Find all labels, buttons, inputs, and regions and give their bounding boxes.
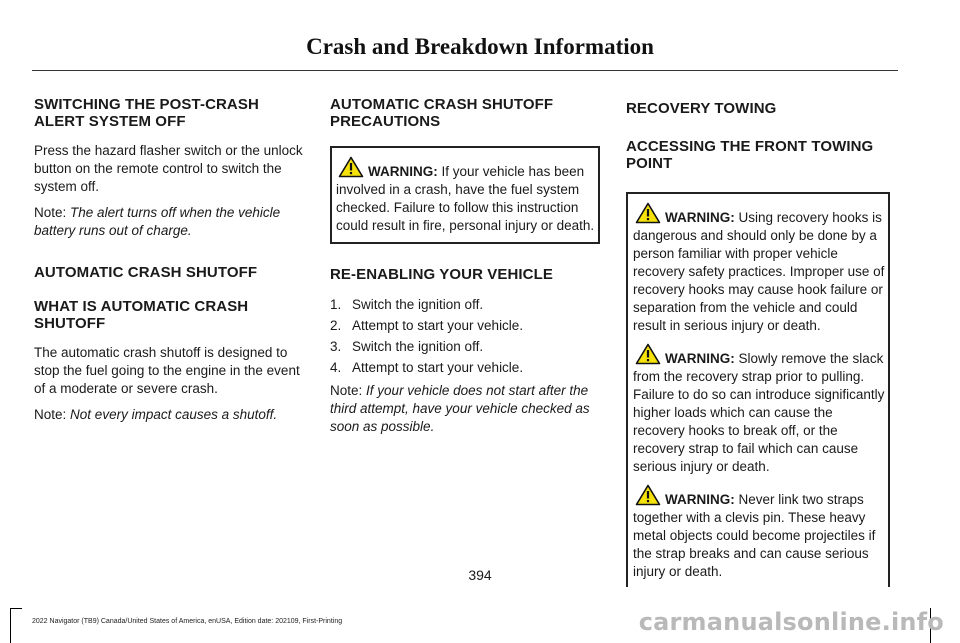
warning-label: WARNING: <box>665 351 735 366</box>
list-item: 1. Switch the ignition off. <box>330 297 484 312</box>
note-text: The alert turns off when the vehicle battery runs out of charge. <box>34 205 281 238</box>
section-heading: RECOVERY TOWING <box>626 100 777 117</box>
warning-text: Slowly remove the slack from the recovery strap prior to pulling. Failure to do so can introduce significantly higher loads which can cause the recovery hooks to break off, or the recovery strap to fail which can cause serious injury or death. <box>633 351 885 474</box>
warning-text: If your vehicle has been involved in a crash, have the fuel system checked. Failure to follow this instruction could result in fire, personal injury or death. <box>336 164 595 233</box>
page-number: 394 <box>468 567 492 583</box>
warning-label: WARNING: <box>665 492 735 507</box>
header-divider <box>32 70 898 71</box>
warning-triangle-icon <box>635 343 661 365</box>
warning-triangle-icon <box>635 202 661 224</box>
warning-item <box>633 343 886 476</box>
note <box>34 406 306 424</box>
steps-list <box>330 296 600 377</box>
section-heading: RE-ENABLING YOUR VEHICLE <box>330 266 553 283</box>
warning-text: Using recovery hooks is dangerous and should only be done by a person familiar with proper vehicle recovery safety practices. Improper use of recovery hooks may cause hook failure or separation from the vehicle and could result in serious injury or death. <box>633 210 885 333</box>
warning-triangle-icon <box>635 484 661 506</box>
note-text: If your vehicle does not start after the third attempt, have your vehicle checked as soon as possible. <box>330 383 590 434</box>
warning-label: WARNING: <box>368 164 438 179</box>
section-heading: ACCESSING THE FRONT TOWING POINT <box>626 138 874 172</box>
warning-triangle-icon <box>338 156 364 178</box>
crop-mark <box>10 608 22 609</box>
note-label: Note: <box>34 407 67 422</box>
warning-label: WARNING: <box>665 210 735 225</box>
note <box>330 382 600 436</box>
section-heading: SWITCHING THE POST-CRASH ALERT SYSTEM OFF <box>34 96 259 130</box>
warning-box <box>330 146 600 244</box>
edition-footer: 2022 Navigator (TB9) Canada/United States of America, enUSA, Edition date: 202109, First-Printing <box>32 618 343 625</box>
note-text: Not every impact causes a shutoff. <box>70 407 278 422</box>
crop-mark <box>10 608 11 643</box>
list-item: 2. Attempt to start your vehicle. <box>330 318 524 333</box>
section-heading: WHAT IS AUTOMATIC CRASH SHUTOFF <box>34 298 249 332</box>
list-item: 4. Attempt to start your vehicle. <box>330 360 524 375</box>
column-right <box>626 96 890 587</box>
page-title: Crash and Breakdown Information <box>306 34 654 59</box>
column-middle <box>330 96 600 436</box>
warning-box <box>626 192 890 587</box>
note-label: Note: <box>34 205 67 220</box>
section-heading: AUTOMATIC CRASH SHUTOFF <box>34 264 258 281</box>
section-heading: AUTOMATIC CRASH SHUTOFF PRECAUTIONS <box>330 96 554 130</box>
list-item: 3. Switch the ignition off. <box>330 339 484 354</box>
note <box>34 204 306 240</box>
warning-item <box>633 202 886 335</box>
watermark: carmanualsonline.info <box>638 608 944 636</box>
note-label: Note: <box>330 383 363 398</box>
column-left <box>34 96 306 424</box>
body-paragraph: The automatic crash shutoff is designed to stop the fuel going to the engine in the event of a moderate or severe crash. <box>34 345 300 396</box>
warning-text: Never link two straps together with a clevis pin. These heavy metal objects could become projectiles if the strap breaks and can cause serious injury or death. <box>633 492 876 579</box>
body-paragraph: Press the hazard flasher switch or the unlock button on the remote control to switch the system off. <box>34 143 303 194</box>
